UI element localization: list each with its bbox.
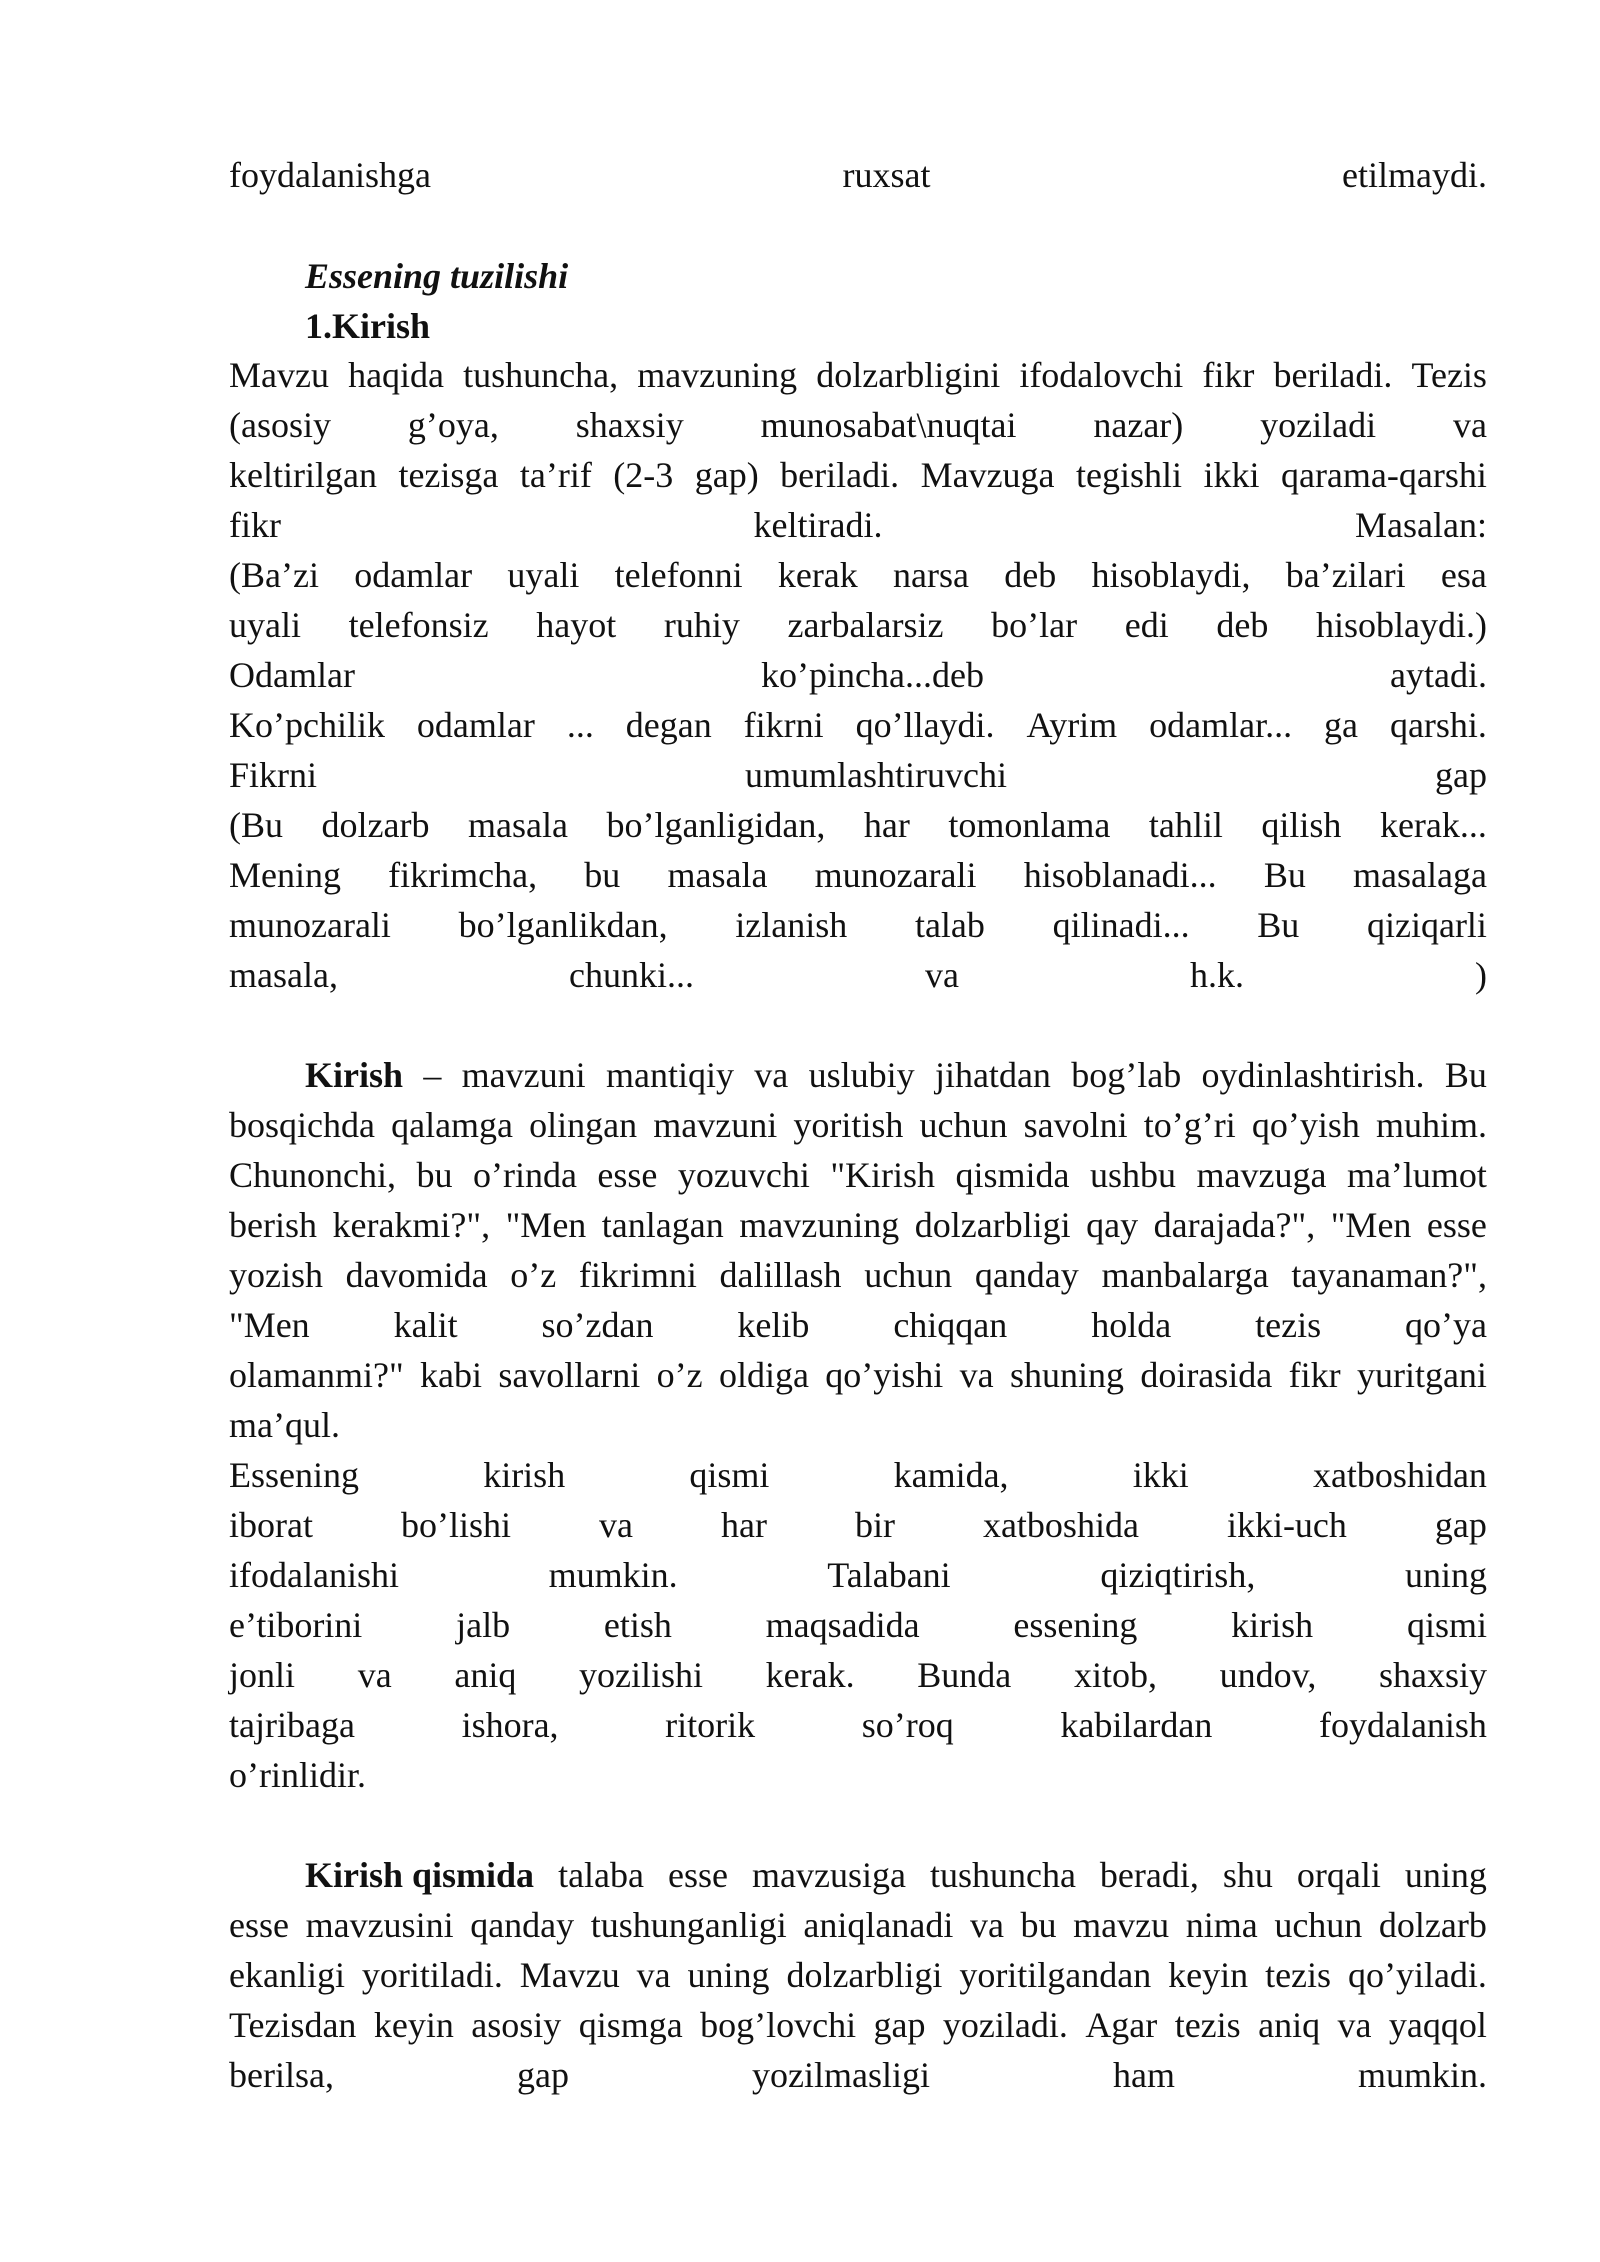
word: kalit (393, 1305, 458, 1345)
word: mumkin. (1357, 2055, 1487, 2095)
word: tezis (1255, 1305, 1322, 1345)
word: mavzusiga (752, 1855, 906, 1895)
word: bo’lar (991, 605, 1078, 645)
word: mavzuning (637, 355, 798, 395)
word: yaqqol (1388, 2005, 1487, 2045)
text-line (229, 750, 1487, 800)
word: darajada?", (1153, 1205, 1316, 1245)
word: tahlil (1148, 805, 1223, 845)
word: holda (1091, 1305, 1172, 1345)
word: yoziladi (1260, 405, 1377, 445)
word: esse (597, 1155, 658, 1195)
word: gap (873, 2005, 926, 2045)
text-line (229, 1650, 1487, 1700)
word: hayot (536, 605, 617, 645)
word: hisoblaydi, (1091, 555, 1251, 595)
paragraph-first-line (305, 1850, 1487, 1900)
word: gap (1435, 755, 1487, 795)
text-line (229, 400, 1487, 450)
word: gap (516, 2055, 569, 2095)
top-line-word: ruxsat (842, 155, 931, 195)
word: tomonlama (948, 805, 1111, 845)
word: qilinadi... (1052, 905, 1190, 945)
word: uning (1404, 1555, 1487, 1595)
word: berilsa, (229, 2055, 334, 2095)
word: beradi, (1099, 1855, 1199, 1895)
word: va (599, 1505, 633, 1545)
word: iborat (229, 1505, 313, 1545)
word: yoritilgandan (959, 1955, 1152, 1995)
word: fikrimni (578, 1255, 697, 1295)
word: har (720, 1505, 767, 1545)
word: bu (584, 855, 621, 895)
word: kamida, (893, 1455, 1009, 1495)
word: masala, (229, 955, 338, 995)
word: bir (854, 1505, 895, 1545)
word: yozuvchi (677, 1155, 810, 1195)
top-line (229, 150, 1487, 200)
word: qismida (955, 1155, 1070, 1195)
word: qilish (1261, 805, 1342, 845)
word: jihatdan (934, 1055, 1051, 1095)
word: esse (1426, 1205, 1487, 1245)
word: tushunganligi (590, 1905, 787, 1945)
word: ifodalovchi (1019, 355, 1184, 395)
text-line (229, 1500, 1487, 1550)
word: ) (1474, 955, 1487, 995)
word: bog’lab (1071, 1055, 1182, 1095)
word: masala (467, 805, 568, 845)
word: zarbalarsiz (787, 605, 944, 645)
word: doirasida (1140, 1355, 1273, 1395)
word: yozilishi (579, 1655, 703, 1695)
word: kirish (1231, 1605, 1314, 1645)
word: kabi (419, 1355, 482, 1395)
word: Ko’pchilik (229, 705, 385, 745)
word: kerakmi?", (332, 1205, 491, 1245)
word: Mavzuga (920, 455, 1055, 495)
word: etish (603, 1605, 672, 1645)
word: kirish (483, 1455, 566, 1495)
word: bu (416, 1155, 453, 1195)
word: ta’rif (519, 455, 592, 495)
word: ritorik (665, 1705, 756, 1745)
word: – (423, 1055, 442, 1095)
word: dolzarb (1378, 1905, 1487, 1945)
word: degan (625, 705, 712, 745)
word: telefonsiz (348, 605, 489, 645)
word: tushuncha, (463, 355, 619, 395)
word: e’tiborini (229, 1605, 363, 1645)
word: qiziqarli (1366, 905, 1487, 945)
word: berish (229, 1205, 317, 1245)
word: qo’yiladi. (1347, 1955, 1487, 1995)
word: mavzuni (461, 1055, 586, 1095)
word: bosqichda (229, 1105, 375, 1145)
word: maqsadida (765, 1605, 920, 1645)
word: tezisga (398, 455, 499, 495)
word: fikrni (743, 705, 824, 745)
word: bog’lovchi (700, 2005, 857, 2045)
word: ifodalanishi (229, 1555, 399, 1595)
word: aniq (1258, 2005, 1321, 2045)
word: Tezisdan (229, 2005, 357, 2045)
word: qanday (470, 1905, 575, 1945)
word: mantiqiy (605, 1055, 734, 1095)
section-heading: Essening tuzilishi (305, 256, 569, 296)
word: manbalarga (1101, 1255, 1269, 1295)
word: savolni (1023, 1105, 1128, 1145)
word: davomida (345, 1255, 488, 1295)
text-line (229, 650, 1487, 700)
word: gap) (694, 455, 759, 495)
word: uchun (919, 1105, 1008, 1145)
word: haqida (348, 355, 445, 395)
word: va (1337, 2005, 1372, 2045)
text-line (229, 850, 1487, 900)
word: dolzarb (321, 805, 430, 845)
text-line (229, 2000, 1487, 2050)
word: kelib (737, 1305, 810, 1345)
word: keyin (373, 2005, 454, 2045)
word: Bu (1444, 1055, 1487, 1095)
text-line (229, 500, 1487, 550)
word: jonli (229, 1655, 296, 1695)
bold-lead-term: Kirish qismida (305, 1855, 535, 1895)
text-line (229, 450, 1487, 500)
word: undov, (1219, 1655, 1317, 1695)
word: tegishli (1076, 455, 1183, 495)
word: yoritish (793, 1105, 904, 1145)
word: ... (566, 705, 594, 745)
word: Bu (1257, 905, 1300, 945)
word: ekanligi (229, 1955, 345, 1995)
word: (Ba’zi (229, 555, 319, 595)
word: munozarali (814, 855, 977, 895)
word: keyin (1168, 1955, 1249, 1995)
word: so’zdan (541, 1305, 654, 1345)
word: xatboshida (982, 1505, 1139, 1545)
word: esa (1440, 555, 1487, 595)
word: kerak (777, 555, 858, 595)
word: foydalanish (1318, 1705, 1487, 1745)
word: narsa (893, 555, 970, 595)
word: fikr (1288, 1355, 1341, 1395)
word: uslubiy (808, 1055, 915, 1095)
text-line (229, 1900, 1487, 1950)
word: asosiy (471, 2005, 562, 2045)
word: ma’lumot (1346, 1155, 1487, 1195)
word: shaxsiy (575, 405, 684, 445)
word: mavzuning (739, 1205, 900, 1245)
word: xitob, (1073, 1655, 1157, 1695)
word: oydinlashtirish. (1201, 1055, 1425, 1095)
word: chiqqan (893, 1305, 1008, 1345)
word: qarshi. (1389, 705, 1487, 745)
word: edi (1124, 605, 1169, 645)
text-line (229, 2050, 1487, 2100)
word: fikr (1202, 355, 1255, 395)
word: beriladi. (1273, 355, 1393, 395)
word: deb (1216, 605, 1269, 645)
word: o’z (656, 1355, 703, 1395)
word: qo’yish (1251, 1105, 1360, 1145)
word: (2-3 (613, 455, 674, 495)
word: odamlar (416, 705, 535, 745)
word: fikrimcha, (388, 855, 538, 895)
word: har (863, 805, 910, 845)
word: yuritgani (1356, 1355, 1487, 1395)
word: o’rinda (472, 1155, 577, 1195)
word: uning (687, 1955, 770, 1995)
text-line (229, 1700, 1487, 1750)
word: h.k. (1189, 955, 1244, 995)
top-line-word: foydalanishga (229, 155, 431, 195)
word: o’z (510, 1255, 557, 1295)
word: munozarali (229, 905, 391, 945)
text-line (229, 950, 1487, 1000)
word: umumlashtiruvchi (745, 755, 1007, 795)
word: va (924, 955, 959, 995)
word: va (754, 1055, 789, 1095)
word: hisoblaydi.) (1316, 605, 1487, 645)
word: odamlar... (1149, 705, 1293, 745)
word: va (636, 1955, 671, 1995)
word: tezis (1174, 2005, 1241, 2045)
word: yoritiladi. (361, 1955, 503, 1995)
word: mavzusini (305, 1905, 454, 1945)
word: qay (1086, 1205, 1139, 1245)
text-line (229, 1250, 1487, 1300)
word: ishora, (461, 1705, 559, 1745)
word: shaxsiy (1379, 1655, 1487, 1695)
word: oldiga (718, 1355, 809, 1395)
word: dolzarbligi (786, 1955, 943, 1995)
word: Mening (229, 855, 341, 895)
word: qiziqtirish, (1100, 1555, 1256, 1595)
text-line (229, 1550, 1487, 1600)
word: kerak. (765, 1655, 855, 1695)
word: "Men (1330, 1205, 1412, 1245)
text-line (229, 1600, 1487, 1650)
text-line (229, 800, 1487, 850)
word: muhim. (1375, 1105, 1487, 1145)
word: gap (1434, 1505, 1487, 1545)
word: uchun (864, 1255, 953, 1295)
word: nazar) (1093, 405, 1184, 445)
word: Bunda (917, 1655, 1012, 1695)
word: talab (914, 905, 985, 945)
word: va (969, 1905, 1004, 1945)
word: Agar (1085, 2005, 1158, 2045)
word: va (959, 1355, 994, 1395)
word: nima (1185, 1905, 1258, 1945)
word: deb (1004, 555, 1057, 595)
word: shu (1222, 1855, 1273, 1895)
word: kerak... (1379, 805, 1487, 845)
word: qismga (578, 2005, 683, 2045)
word: keltiradi. (753, 505, 883, 545)
word: so’roq (861, 1705, 954, 1745)
word: qismi (689, 1455, 770, 1495)
word: aniqlanadi (803, 1905, 954, 1945)
paragraph-last-line: o’rinlidir. (229, 1755, 366, 1795)
word: Tezis (1411, 355, 1487, 395)
text-line (229, 600, 1487, 650)
word: to’g’ri (1143, 1105, 1236, 1145)
word: chunki... (568, 955, 694, 995)
word: Talabani (827, 1555, 951, 1595)
section-subheading: 1.Kirish (305, 306, 431, 346)
word: dolzarbligi (914, 1205, 1071, 1245)
word: ruhiy (663, 605, 740, 645)
word: tajribaga (229, 1705, 355, 1745)
word: qismi (1406, 1605, 1487, 1645)
word: Fikrni (229, 755, 318, 795)
word: bo’lganlikdan, (458, 905, 668, 945)
word: (Bu (229, 805, 283, 845)
word: Essening (229, 1455, 359, 1495)
word: orqali (1296, 1855, 1381, 1895)
word: uyali (229, 605, 301, 645)
text-line (229, 1450, 1487, 1500)
word: qanday (974, 1255, 1079, 1295)
word: (asosiy (229, 405, 331, 445)
word: masala (667, 855, 768, 895)
word: keltirilgan (229, 455, 377, 495)
word: Masalan: (1355, 505, 1487, 545)
word: mavzuni (653, 1105, 778, 1145)
word: masalaga (1353, 855, 1487, 895)
text-line (229, 1200, 1487, 1250)
word: "Kirish (830, 1155, 936, 1195)
text-line (229, 550, 1487, 600)
text-line (229, 350, 1487, 400)
word: izlanish (735, 905, 848, 945)
word: ba’zilari (1285, 555, 1406, 595)
word: dolzarbligini (816, 355, 1001, 395)
word: mumkin. (548, 1555, 678, 1595)
word: bo’lishi (400, 1505, 511, 1545)
text-line (229, 1100, 1487, 1150)
word: "Men (505, 1205, 587, 1245)
word: uyali (507, 555, 580, 595)
word: qarama-qarshi (1280, 455, 1487, 495)
word: uning (1404, 1855, 1487, 1895)
word: munosabat\nuqtai (760, 405, 1017, 445)
text-line (229, 1950, 1487, 2000)
word: mavzu (1073, 1905, 1170, 1945)
text-line (229, 700, 1487, 750)
word: ga (1324, 705, 1359, 745)
word: tayanaman?", (1291, 1255, 1487, 1295)
word: beriladi. (780, 455, 900, 495)
word: hisoblanadi... (1023, 855, 1217, 895)
word: g’oya, (407, 405, 499, 445)
word: yozilmasligi (751, 2055, 930, 2095)
word: esse (668, 1855, 728, 1895)
word: Ayrim (1026, 705, 1118, 745)
bold-lead-term: Kirish (305, 1055, 404, 1095)
word: ikki-uch (1226, 1505, 1347, 1545)
word: Chunonchi, (229, 1155, 396, 1195)
word: tanlagan (601, 1205, 724, 1245)
text-line (229, 900, 1487, 950)
word: Odamlar (229, 655, 355, 695)
word: Mavzu (519, 1955, 620, 1995)
text-line (229, 1300, 1487, 1350)
word: va (357, 1655, 392, 1695)
word: va (1452, 405, 1487, 445)
word: ikki (1132, 1455, 1189, 1495)
word: odamlar (354, 555, 473, 595)
word: jalb (456, 1605, 511, 1645)
word: uchun (1274, 1905, 1363, 1945)
word: qalamga (391, 1105, 514, 1145)
word: yozish (229, 1255, 323, 1295)
word: olingan (529, 1105, 638, 1145)
word: talaba (558, 1855, 645, 1895)
word: qo’yishi (825, 1355, 944, 1395)
word: ikki (1203, 455, 1260, 495)
word: aniq (454, 1655, 517, 1695)
word: Mavzu (229, 355, 329, 395)
word: dalillash (719, 1255, 842, 1295)
top-line-word: etilmaydi. (1342, 155, 1487, 195)
word: shuning (1009, 1355, 1124, 1395)
word: fikr (229, 505, 281, 545)
word: esse (229, 1905, 289, 1945)
word: telefonni (614, 555, 743, 595)
text-line (229, 1350, 1487, 1400)
paragraph-last-line: ma’qul. (229, 1405, 340, 1445)
word: essening (1013, 1605, 1138, 1645)
word: kabilardan (1060, 1705, 1213, 1745)
word: aytadi. (1390, 655, 1487, 695)
word: tezis (1265, 1955, 1332, 1995)
word: "Men (229, 1305, 310, 1345)
word: yoziladi. (942, 2005, 1068, 2045)
word: Bu (1263, 855, 1306, 895)
word: bo’lganligidan, (606, 805, 826, 845)
word: qo’llaydi. (855, 705, 995, 745)
text-line (229, 1150, 1487, 1200)
word: bu (1020, 1905, 1057, 1945)
word: tushuncha (929, 1855, 1076, 1895)
word: ham (1112, 2055, 1175, 2095)
word: xatboshidan (1312, 1455, 1487, 1495)
word: ko’pincha...deb (761, 655, 984, 695)
word: mavzuga (1196, 1155, 1327, 1195)
paragraph-first-line (305, 1050, 1487, 1100)
word: savollarni (498, 1355, 641, 1395)
word: ushbu (1090, 1155, 1177, 1195)
word: olamanmi?" (229, 1355, 404, 1395)
word: qo’ya (1405, 1305, 1487, 1345)
